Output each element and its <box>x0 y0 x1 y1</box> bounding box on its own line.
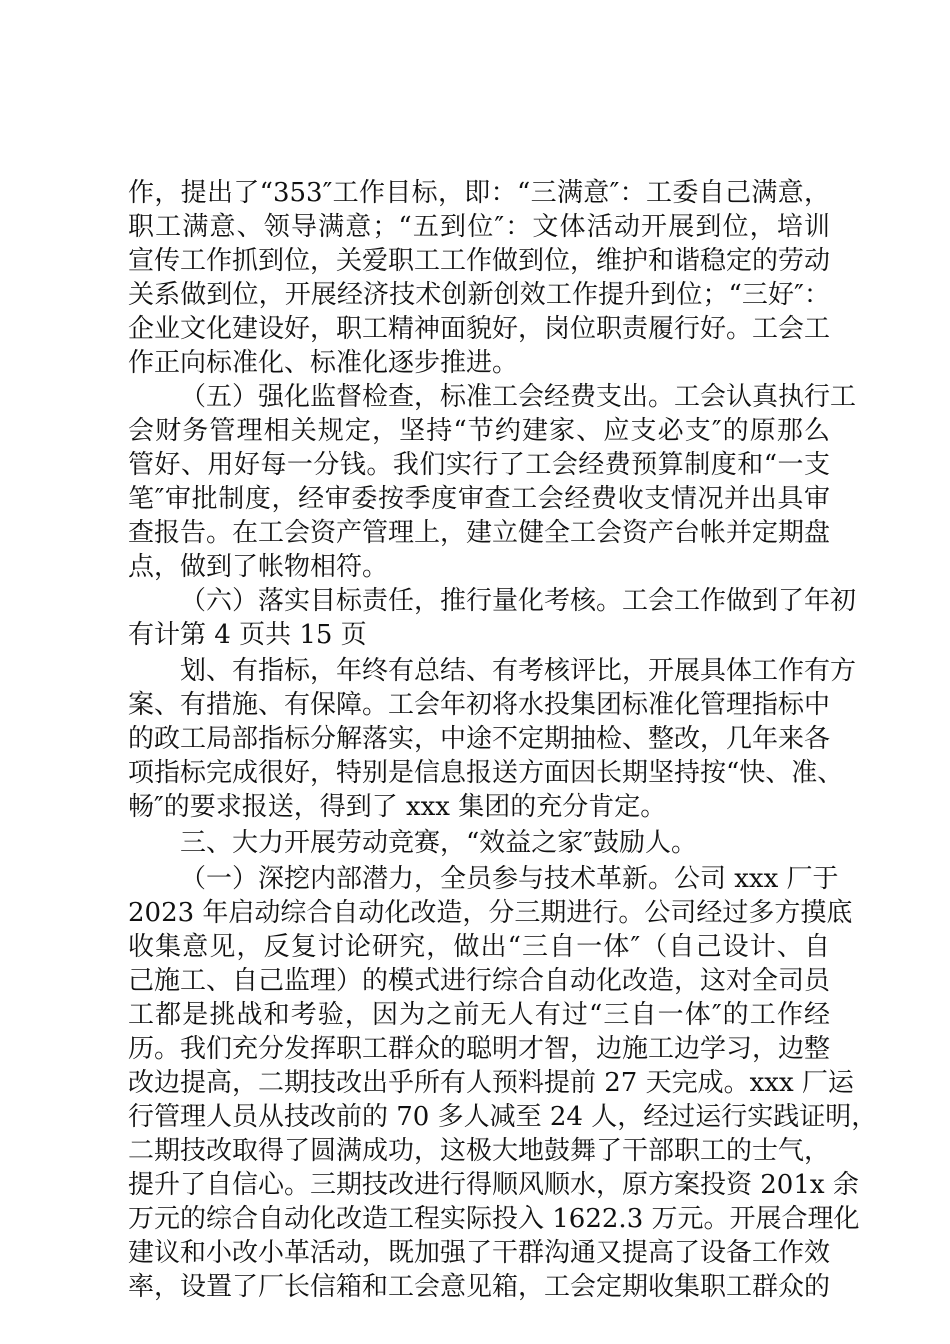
text-line: 查报告。在工会资产管理上，建立健全工会资产台帐并定期盘 <box>128 518 831 548</box>
text-line: 工都是挑战和考验，因为之前无人有过“三自一体″的工作经 <box>128 1000 830 1030</box>
text-line: 提升了自信心。三期技改进行得顺风顺水，原方案投资 201x 余 <box>128 1170 859 1200</box>
text-line: 2023 年启动综合自动化改造，分三期进行。公司经过多方摸底 <box>128 898 853 928</box>
text-line: 畅″的要求报送，得到了 xxx 集团的充分肯定。 <box>128 792 667 822</box>
paragraph-heading-5: （五）强化监督检查，标准工会经费支出。工会认真执行工 <box>180 382 857 412</box>
text-line: 收集意见，反复讨论研究，做出“三自一体″（自己设计、自 <box>128 932 830 962</box>
text-line: 点，做到了帐物相符。 <box>128 552 389 582</box>
text-line: 万元的综合自动化改造工程实际投入 1622.3 万元。开展合理化 <box>128 1204 860 1234</box>
text-line: 职工满意、领导满意；“五到位″：文体活动开展到位，培训 <box>128 212 830 242</box>
text-line: 会财务管理相关规定，坚持“节约建家、应支必支″的原那么 <box>128 416 830 446</box>
text-line: 改边提高，二期技改出乎所有人预料提前 27 天完成。xxx 厂运 <box>128 1068 854 1098</box>
text-line: 笔″审批制度，经审委按季度审查工会经费收支情况并出具审 <box>128 484 830 514</box>
text-line: 历。我们充分发挥职工群众的聪明才智，边施工边学习，边整 <box>128 1034 831 1064</box>
text-line: 二期技改取得了圆满成功，这极大地鼓舞了干部职工的士气， <box>128 1136 831 1166</box>
text-line: 划、有指标，年终有总结、有考核评比，开展具体工作有方 <box>180 656 857 686</box>
text-line: 作，提出了“353″工作目标，即：“三满意″：工委自己满意， <box>128 178 830 208</box>
text-line: 宣传工作抓到位，关爱职工工作做到位，维护和谐稳定的劳动 <box>128 246 831 276</box>
text-line: 率，设置了厂长信箱和工会意见箱，工会定期收集职工群众的 <box>128 1272 831 1302</box>
text-line: 的政工局部指标分解落实，中途不定期抽检、整改，几年来各 <box>128 724 831 754</box>
text-line: 关系做到位，开展经济技术创新创效工作提升到位；“三好″： <box>128 280 830 310</box>
text-line: 项指标完成很好，特别是信息报送方面因长期坚持按“快、准、 <box>128 758 844 788</box>
text-line: 案、有措施、有保障。工会年初将水投集团标准化管理指标中 <box>128 690 831 720</box>
page-number-footer: 有计第 4 页共 15 页 <box>128 620 367 650</box>
text-line: 企业文化建设好，职工精神面貌好，岗位职责履行好。工会工 <box>128 314 831 344</box>
text-line: 作正向标准化、标准化逐步推进。 <box>128 348 519 378</box>
paragraph-heading-1: （一）深挖内部潜力，全员参与技术革新。公司 xxx 厂于 <box>180 864 839 894</box>
section-heading-3: 三、大力开展劳动竞赛，“效益之家″鼓励人。 <box>180 828 698 858</box>
paragraph-heading-6: （六）落实目标责任，推行量化考核。工会工作做到了年初 <box>180 586 857 616</box>
text-line: 行管理人员从技改前的 70 多人减至 24 人，经过运行实践证明， <box>128 1102 878 1132</box>
text-line: 己施工、自己监理）的模式进行综合自动化改造，这对全司员 <box>128 966 831 996</box>
text-line: 建议和小改小革活动，既加强了干群沟通又提高了设备工作效 <box>128 1238 831 1268</box>
text-line: 管好、用好每一分钱。我们实行了工会经费预算制度和“一支 <box>128 450 830 480</box>
